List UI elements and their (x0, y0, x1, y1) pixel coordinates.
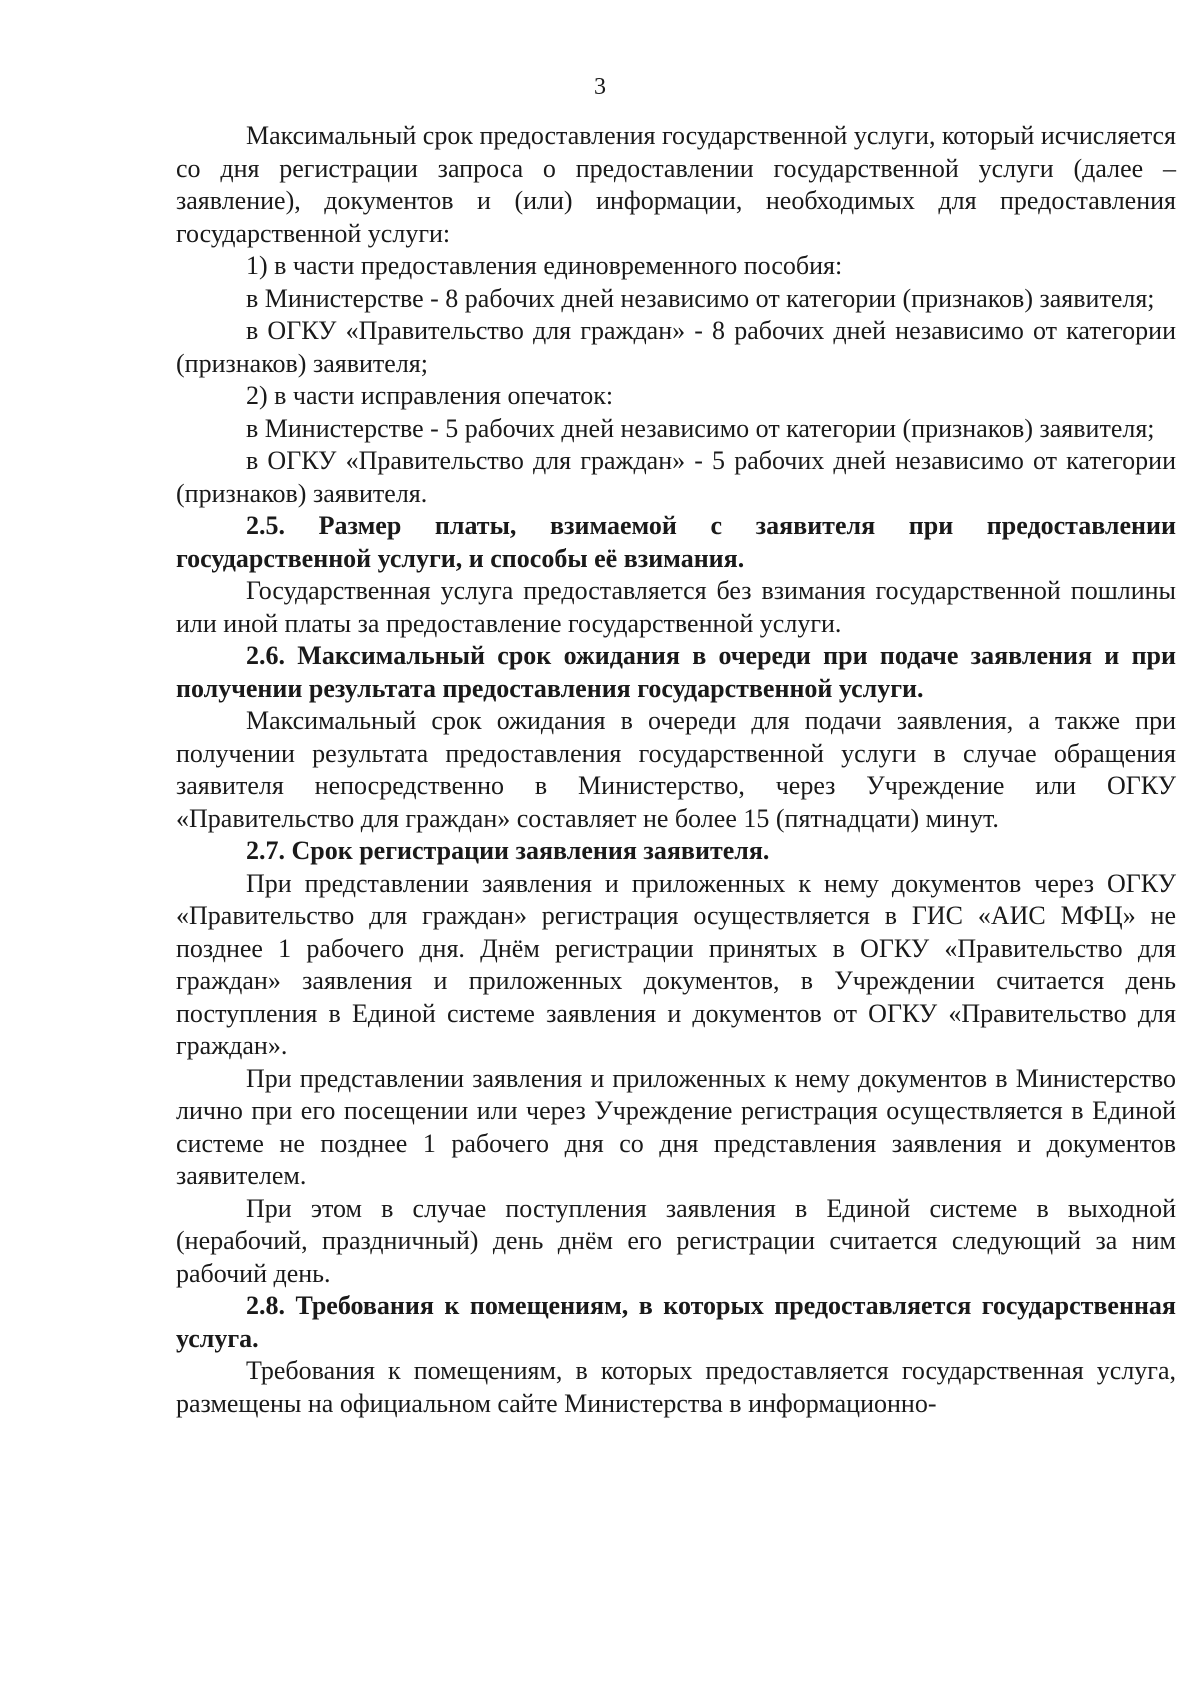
paragraph: При этом в случае поступления заявления в Единой системе в выходной (нерабочий, праздничный) день днём его регистрации считается следующий за ним рабочий день. (176, 1193, 1176, 1288)
section-heading: 2.6. Максимальный срок ожидания в очереди при подаче заявления и при получении результата предоставления государственной услуги. (176, 641, 1176, 703)
page-number: 3 (594, 74, 606, 100)
paragraph: в Министерстве - 5 рабочих дней независимо от категории (признаков) заявителя; (246, 413, 1155, 443)
paragraph: Максимальный срок ожидания в очереди для подачи заявления, а также при получении результата предоставления государственной услуги в случае обращения заявителя непосредственно в Министерство, через Учреждение или ОГКУ «Правительство для граждан» составляет не более 15 (пятнадцати) минут. (176, 706, 1176, 833)
paragraph: в ОГКУ «Правительство для граждан» - 8 рабочих дней независимо от категории (признаков) заявителя; (176, 316, 1176, 378)
paragraph: в ОГКУ «Правительство для граждан» - 5 рабочих дней независимо от категории (признаков) заявителя. (176, 446, 1176, 508)
paragraph: Требования к помещениям, в которых предоставляется государственная услуга, размещены на официальном сайте Министерства в информационно- (176, 1356, 1176, 1418)
section-heading: 2.8. Требования к помещениям, в которых предоставляется государственная услуга. (176, 1291, 1176, 1353)
section-heading: 2.7. Срок регистрации заявления заявителя. (246, 836, 770, 865)
paragraph: 2) в части исправления опечаток: (246, 381, 614, 410)
document-body (176, 120, 1176, 1420)
paragraph: 1) в части предоставления единовременного пособия: (246, 251, 843, 280)
paragraph: При представлении заявления и приложенных к нему документов через ОГКУ «Правительство для граждан» регистрация осуществляется в ГИС «АИС МФЦ» не позднее 1 рабочего дня. Днём регистрации принятых в ОГКУ «Правительство для граждан» заявления и приложенных документов, в Учреждении считается день поступления в Единой системе заявления и документов от ОГКУ «Правительство для граждан». (176, 868, 1176, 1060)
section-heading: 2.5. Размер платы, взимаемой с заявителя при предоставлении государственной услуги, и способы её взимания. (176, 511, 1176, 573)
paragraph: в Министерстве - 8 рабочих дней независимо от категории (признаков) заявителя; (246, 283, 1155, 313)
paragraph: Государственная услуга предоставляется без взимания государственной пошлины или иной платы за предоставление государственной услуги. (176, 576, 1176, 638)
paragraph: При представлении заявления и приложенных к нему документов в Министерство лично при его посещении или через Учреждение регистрация осуществляется в Единой системе не позднее 1 рабочего дня со дня представления заявления и документов заявителем. (176, 1063, 1176, 1190)
paragraph: Максимальный срок предоставления государственной услуги, который исчисляется со дня регистрации запроса о предоставлении государственной услуги (далее – заявление), документов и (или) информации, необходимых для предоставления государственной услуги: (176, 121, 1176, 248)
